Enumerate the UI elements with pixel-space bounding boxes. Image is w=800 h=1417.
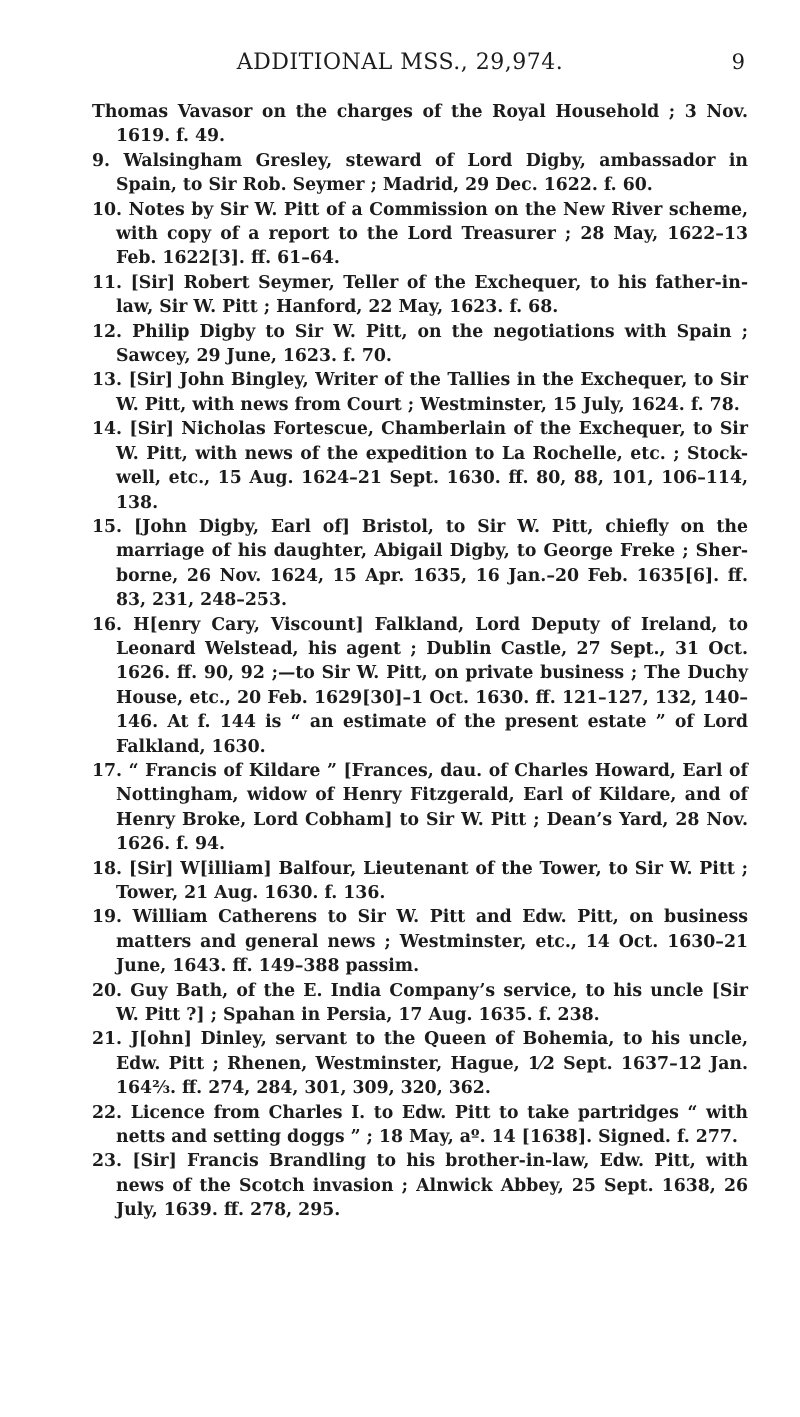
entry-number: 15. xyxy=(92,516,123,537)
entry-text: [Sir] Robert Seymer, Teller of the Exchequer, to his father-in-law, Sir W. Pitt ; Hanford, 22 May, 1623. f. 68. xyxy=(116,272,748,318)
catalogue-entry xyxy=(92,100,748,149)
catalogue-entry xyxy=(92,515,748,613)
entry-number: 11. xyxy=(92,272,123,293)
catalogue-entry xyxy=(92,979,748,1028)
catalogue-entry xyxy=(92,613,748,759)
entry-number: 21. xyxy=(92,1029,123,1050)
entry-text: Guy Bath, of the E. India Company’s service, to his uncle [Sir W. Pitt ?] ; Spahan in Persia, 17 Aug. 1635. f. 238. xyxy=(116,980,748,1026)
catalogue-entry xyxy=(92,1027,748,1100)
entry-text: H[enry Cary, Viscount] Falkland, Lord Deputy of Ireland, to Leonard Welstead, his agent ; Dublin Castle, 27 Sept., 31 Oct. 1626. ff. 90, 92 ;—to Sir W. Pitt, on private business ; The Duchy House, etc., 20 Feb. 1629[30]–1 Oct. 1630. ff. 121–127, 132, 140–146. At f. 144 is “ an estimate of the present estate ” of Lord Falkland, 1630. xyxy=(116,614,748,757)
entry-text: William Catherens to Sir W. Pitt and Edw. Pitt, on business matters and general news ; Westminster, etc., 14 Oct. 1630–21 June, 1643. ff. 149–388 passim. xyxy=(116,907,748,977)
catalogue-entry xyxy=(92,320,748,369)
entry-text: Notes by Sir W. Pitt of a Commission on the New River scheme, with copy of a report to the Lord Treasurer ; 28 May, 1622–13 Feb. 1622[3]. ff. 61–64. xyxy=(116,199,748,269)
entry-text: Thomas Vavasor on the charges of the Royal Household ; 3 Nov. 1619. f. 49. xyxy=(92,102,748,147)
entry-text: Philip Digby to Sir W. Pitt, on the negotiations with Spain ; Sawcey, 29 June, 1623. f. 70. xyxy=(116,321,748,367)
catalogue-entries xyxy=(92,100,748,1223)
catalogue-entry xyxy=(92,368,748,417)
catalogue-entry xyxy=(92,759,748,857)
entry-number: 20. xyxy=(92,980,123,1001)
page-header xyxy=(0,50,800,84)
entry-number: 12. xyxy=(92,321,123,342)
catalogue-entry xyxy=(92,198,748,271)
entry-text: Walsingham Gresley, steward of Lord Digby, ambassador in Spain, to Sir Rob. Seymer ; Madrid, 29 Dec. 1622. f. 60. xyxy=(116,150,748,196)
entry-number: 13. xyxy=(92,370,123,391)
catalogue-entry xyxy=(92,417,748,515)
catalogue-entry xyxy=(92,1101,748,1150)
entry-number: 16. xyxy=(92,614,123,635)
entry-number: 10. xyxy=(92,199,123,220)
entry-number: 23. xyxy=(92,1151,123,1172)
entry-text: [John Digby, Earl of] Bristol, to Sir W. Pitt, chiefly on the marriage of his daughter, Abigail Digby, to George Freke ; Sher-borne, 26 Nov. 1624, 15 Apr. 1635, 16 Jan.–20 Feb. 1635[6]. ff. 83, 231, 248–253. xyxy=(116,516,748,611)
entry-text: [Sir] Nicholas Fortescue, Chamberlain of the Exchequer, to Sir W. Pitt, with news of the expedition to La Rochelle, etc. ; Stock-well, etc., 15 Aug. 1624–21 Sept. 1630. ff. 80, 88, 101, 106–114, 138. xyxy=(116,419,748,513)
catalogue-entry xyxy=(92,1149,748,1222)
page-number: 9 xyxy=(731,50,745,74)
catalogue-entry xyxy=(92,149,748,198)
entry-text: [Sir] W[illiam] Balfour, Lieutenant of the Tower, to Sir W. Pitt ; Tower, 21 Aug. 1630. f. 136. xyxy=(116,858,748,903)
entry-number: 14. xyxy=(92,419,123,440)
entry-number: 18. xyxy=(92,858,123,879)
entry-text: [Sir] John Bingley, Writer of the Tallies in the Exchequer, to Sir W. Pitt, with news from Court ; Westminster, 15 July, 1624. f. 78. xyxy=(116,370,748,415)
running-title: ADDITIONAL MSS., 29,974. xyxy=(236,50,564,75)
entry-number: 9. xyxy=(92,150,111,171)
entry-text: J[ohn] Dinley, servant to the Queen of Bohemia, to his uncle, Edw. Pitt ; Rhenen, Westminster, Hague, 1⁄2 Sept. 1637–12 Jan. 164⅔. ff. 274, 284, 301, 309, 320, 362. xyxy=(116,1029,748,1099)
entry-number: 17. xyxy=(92,760,123,781)
catalogue-entry xyxy=(92,271,748,320)
catalogue-entry xyxy=(92,905,748,978)
entry-text: “ Francis of Kildare ” [Frances, dau. of Charles Howard, Earl of Nottingham, widow of Henry Fitzgerald, Earl of Kildare, and of Henry Broke, Lord Cobham] to Sir W. Pitt ; Dean’s Yard, 28 Nov. 1626. f. 94. xyxy=(116,760,748,855)
entry-number: 19. xyxy=(92,907,123,928)
entry-text: [Sir] Francis Brandling to his brother-in-law, Edw. Pitt, with news of the Scotch invasion ; Alnwick Abbey, 25 Sept. 1638, 26 July, 1639. ff. 278, 295. xyxy=(116,1151,748,1221)
entry-number: 22. xyxy=(92,1102,123,1123)
catalogue-entry xyxy=(92,857,748,906)
entry-text: Licence from Charles I. to Edw. Pitt to take partridges “ with netts and setting doggs ” ; 18 May, aº. 14 [1638]. Signed. f. 277. xyxy=(116,1102,748,1148)
